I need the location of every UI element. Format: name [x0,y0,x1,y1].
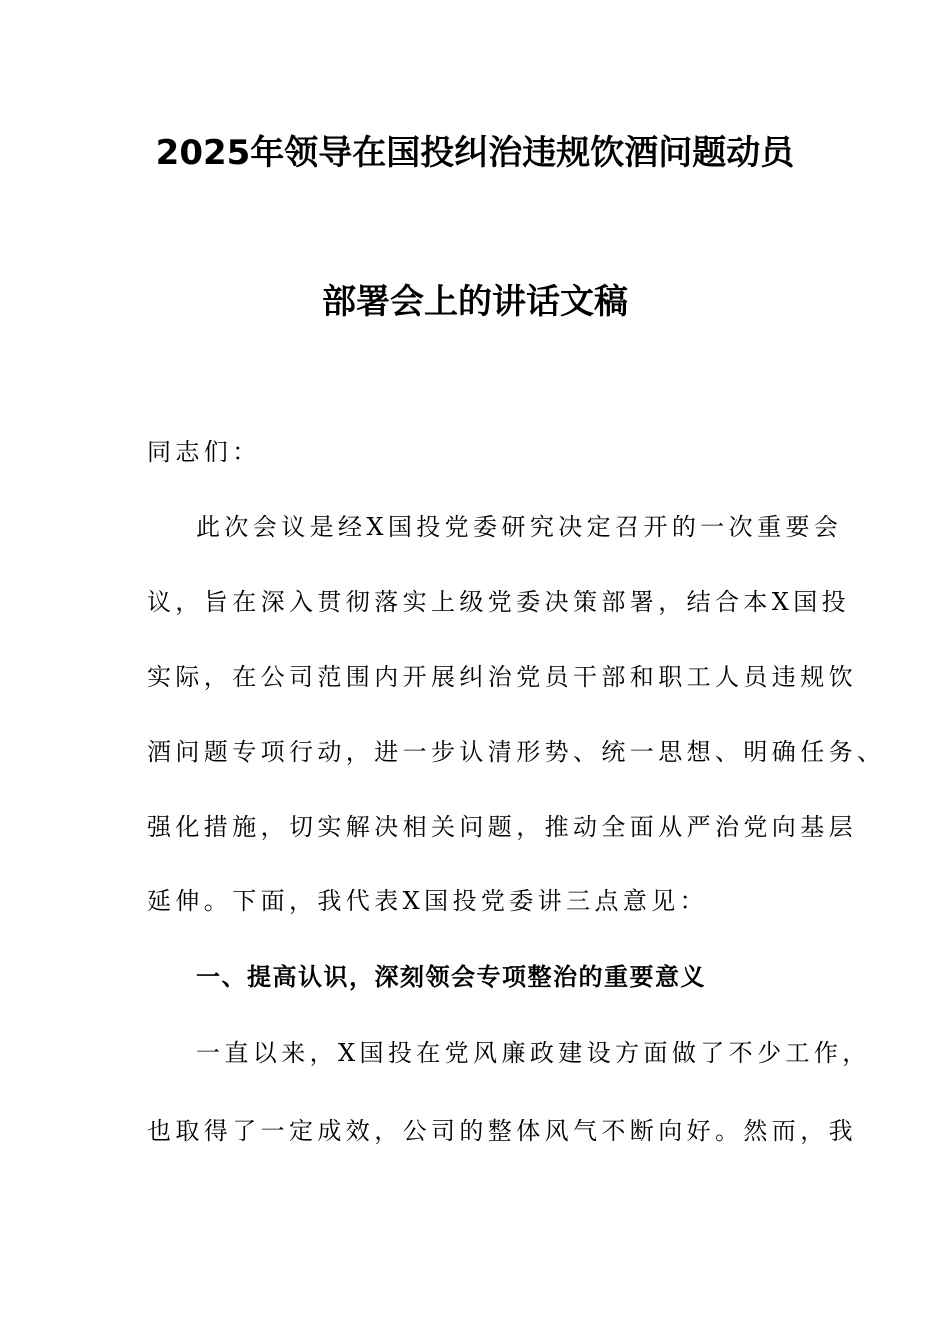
document-title-line-2: 部署会上的讲话文稿 [322,282,628,322]
paragraph-line: 强化措施，切实解决相关问题，推动全面从严治党向基层 [147,813,857,841]
paragraph-line: 酒问题专项行动，进一步认清形势、统一思想、明确任务、 [147,738,886,766]
document-title-line-1: 2025年领导在国投纠治违规饮酒问题动员 [155,133,795,173]
section-heading: 一、提高认识，深刻领会专项整治的重要意义 [196,963,706,991]
paragraph-line: 一直以来，X国投在党风廉政建设方面做了不少工作， [196,1039,871,1067]
paragraph-line: 实际，在公司范围内开展纠治党员干部和职工人员违规饮 [147,663,857,691]
paragraph-line: 议，旨在深入贯彻落实上级党委决策部署，结合本X国投 [147,588,851,616]
paragraph-line: 延伸。下面，我代表X国投党委讲三点意见： [147,887,709,915]
salutation: 同志们： [147,438,261,466]
paragraph-line: 也取得了一定成效，公司的整体风气不断向好。然而，我 [147,1117,857,1145]
paragraph-line: 此次会议是经X国投党委研究决定召开的一次重要会 [196,513,843,541]
